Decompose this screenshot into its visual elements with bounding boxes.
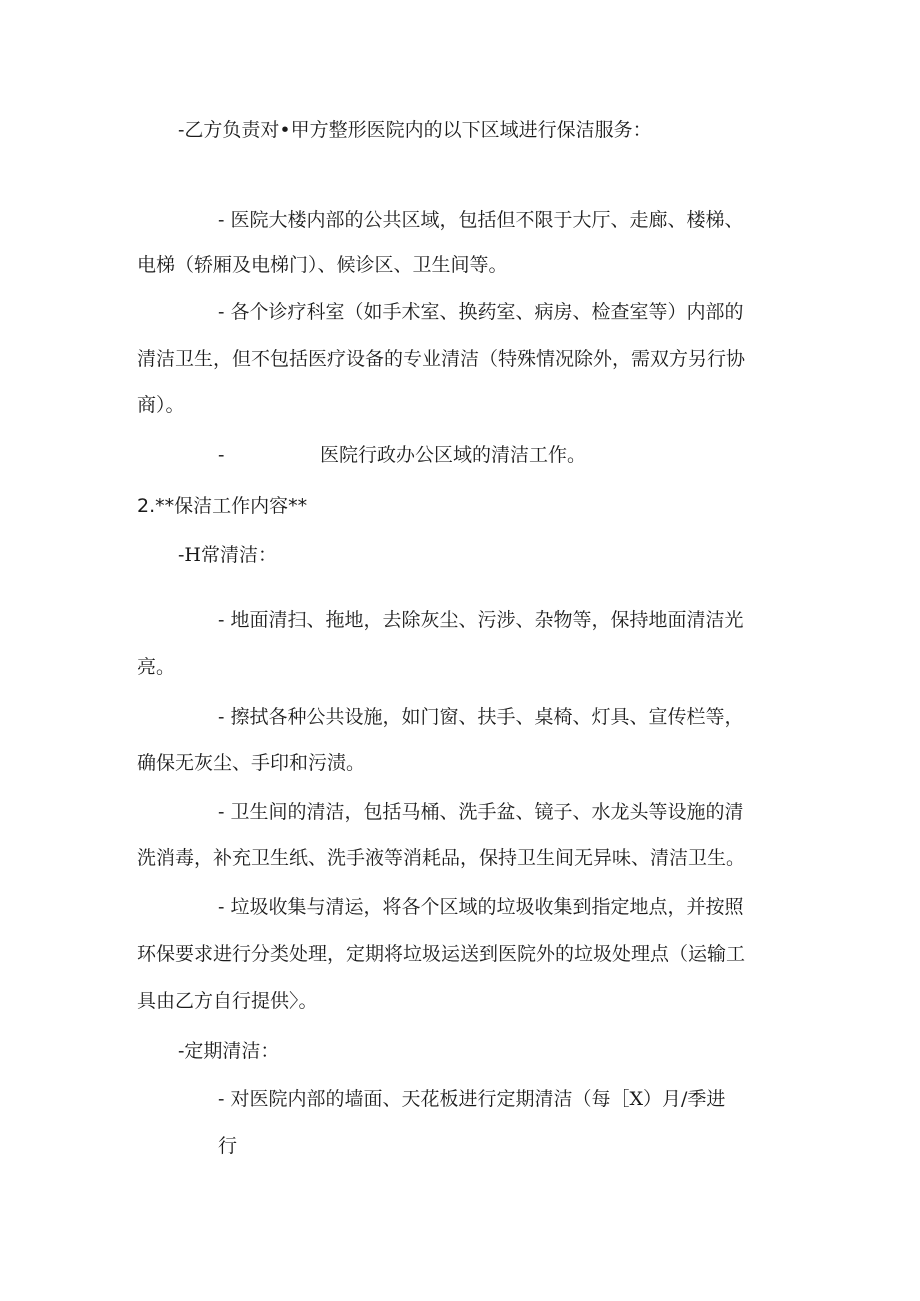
paragraph-line: - 各个诊疗科室（如手术室、换药室、病房、检查室等）内部的 bbox=[218, 301, 744, 323]
paragraph-line: 清洁卫生，但不包括医疗设备的专业清洁（特殊情况除外，需双方另行协 bbox=[137, 348, 746, 370]
paragraph-line: - 对医院内部的墙面、天花板进行定期清洁（每［X）月/季进 bbox=[218, 1088, 726, 1110]
section-intro-line: -乙方负责对•甲方整形医院内的以下区域进行保洁服务： bbox=[178, 119, 652, 141]
paragraph-line: 行 bbox=[218, 1135, 238, 1157]
list-dash: - bbox=[218, 444, 225, 466]
paragraph-line: - 地面清扫、拖地，去除灰尘、污涉、杂物等，保持地面清洁光 bbox=[218, 609, 744, 631]
paragraph-line: - 医院大楼内部的公共区域，包括但不限于大厅、走廊、楼梯、 bbox=[218, 209, 744, 231]
paragraph-line: 商）。 bbox=[137, 394, 185, 416]
paragraph-line: 电梯（轿厢及电梯门）、候诊区、卫生间等。 bbox=[137, 254, 508, 276]
paragraph-line: 亮。 bbox=[137, 656, 176, 678]
paragraph-line: 医院行政办公区域的清洁工作。 bbox=[320, 444, 587, 466]
paragraph-line: 具由乙方自行提供〉。 bbox=[137, 990, 318, 1012]
paragraph-line: - 擦拭各种公共设施，如门窗、扶手、桌椅、灯具、宣传栏等， bbox=[218, 706, 744, 728]
subsection-heading: -定期清洁： bbox=[178, 1040, 280, 1062]
section-heading: 2.**保洁工作内容** bbox=[137, 495, 308, 517]
paragraph-line: 环保要求进行分类处理，定期将垃圾运送到医院外的垃圾处理点（运输工 bbox=[137, 943, 746, 965]
paragraph-line: - 垃圾收集与清运，将各个区域的垃圾收集到指定地点，并按照 bbox=[218, 896, 744, 918]
paragraph-line: - 卫生间的清洁，包括马桶、洗手盆、镜子、水龙头等设施的清 bbox=[218, 801, 744, 823]
subsection-heading: -H常清洁： bbox=[178, 544, 277, 566]
paragraph-line: 确保无灰尘、手印和污渍。 bbox=[137, 752, 366, 774]
paragraph-line: 洗消毒，补充卫生纸、洗手液等消耗品，保持卫生间无异味、清洁卫生。 bbox=[137, 847, 746, 869]
